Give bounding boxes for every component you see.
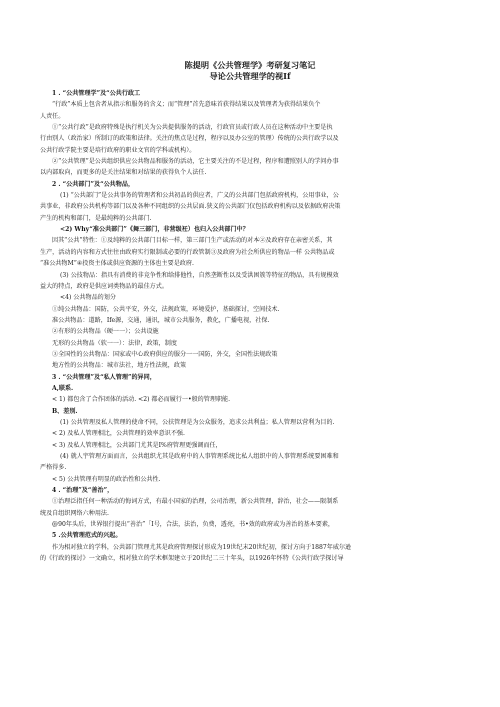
text-line: 以内部取向，而更多的是关注结果和对结果的获得负个人法任. bbox=[40, 169, 207, 177]
text-line: 公共行政学院主要是培行政府的职业文官的学科或机构）。 bbox=[40, 146, 196, 154]
text-line: (1) 公共管理及私人管理的使命不同，公扶管理是为公众服务，追求公共利益；私人管理以营利为目的. bbox=[60, 418, 335, 426]
document-title: 陈提明《公共管理学》考研复习笔记 bbox=[184, 60, 316, 70]
text-line: ②有形的公共物品（硬一一）；公共设施 bbox=[52, 328, 159, 336]
text-line: 无形的公共物品（软一一）：法律，政策，制度 bbox=[52, 339, 177, 347]
text-line: 2 . “公共部门”及“公共物品， bbox=[52, 180, 135, 188]
text-line: ③全国性的公共物品：国家或中心政府供应的服分一一国防，外交，全国性法规政策 bbox=[52, 350, 278, 358]
document-page bbox=[40, 60, 460, 564]
text-line: “行政”本质上包含者从指示和服务的含义；而“管理”首先意味首获得结果以及管理者为获得结果负个 bbox=[52, 101, 321, 109]
text-line: 产生的机构和部门，是最纯粹的公共部门. bbox=[40, 214, 152, 222]
text-line: ①纯公共物品：国防，公共平安，外交，法规政策，环境爱护，基础探讨，空间技术. bbox=[52, 305, 280, 313]
text-line: (1) “公共部门”是公共事务的管理者和公共初品的供应者，广义的公共部门包括政府机构，公用事业，公 bbox=[60, 192, 339, 200]
text-line: 3 . “公共管理”及“私人管理”的异同， bbox=[52, 373, 156, 381]
text-line: A,联系. bbox=[52, 384, 74, 392]
text-line: @90年头后，世界银行提出“善治”「I号，合法，法治，负费，透亮，书•效的政府或为善治的基本要素， bbox=[52, 521, 335, 529]
text-line: 作为相对独立的学科，公共部门管理尤其是政府管理探讨形成为19世纪末20世纪初，探讨方向于1887年威尔逊 bbox=[52, 543, 352, 551]
document-subtitle: 导论公共管理学的视If bbox=[209, 71, 291, 81]
text-line: < 1) 都包含了合作团体的活动. <2) 都必而履行一•般的管理职能. bbox=[52, 396, 231, 404]
document-body bbox=[40, 88, 460, 564]
text-line: ②“公共管理”是公共组织供应公共物品和服务的活动，它主要关注的不是过程，程序和遭照别人的学问办事 bbox=[52, 158, 339, 166]
text-line: 益大的特点，政府是供应词类物品的最佳方式。 bbox=[40, 282, 168, 290]
text-line: < 5) 公共管理有明显的政治性和公共性. bbox=[52, 475, 161, 483]
text-line: ①治理泛指任何一种活动的悔词方式，有最小国家的治理，公司治理，新公共管理，辞治，社会——限制系 bbox=[52, 498, 339, 506]
text-line: 4 . “治理”及“善治”， bbox=[52, 487, 114, 495]
text-line: 的《行政的探讨》一文确立，相对独立的学术框架建立于20世纪二三十年头，以1926年怀特《公共行政学探讨导 bbox=[40, 555, 344, 563]
text-line: 统及自组织网络六种用法. bbox=[40, 509, 109, 517]
text-line: ①“公共行政”是政府特殊是执行机关为公共提供服务的活动，行政官员或行政人员在这种活动中主要是执 bbox=[52, 124, 333, 132]
text-line: 准公共物品：道路，Ife源，交通，通讯，城市公共服务，教化，广播电视，社保. bbox=[52, 316, 270, 324]
text-line: <2) Why“准公共部门”《舞三部门，非营级衽）也归入公共部门中？ bbox=[60, 226, 249, 234]
text-line: 因其“公共”特性：①及纯粹的公共部门目标一样，第三部门生产或活动的对本②及政府存在亲密关系，其 bbox=[52, 237, 333, 245]
text-line: 5 .公共管理范式的兴起。 bbox=[52, 532, 122, 540]
text-line: < 2) 及私人管理相比，公共管理的效率意识不强. bbox=[52, 430, 185, 438]
text-line: 行由别人（政治家）所制订的政策和法律。关注的焦点是过程，程序以及办公室的管理）传统的公共行政学以及 bbox=[40, 135, 339, 143]
text-line: “准公共物M”④投资主体或供应资源的主体也主要是政府. bbox=[40, 260, 194, 268]
text-line: 严格得多. bbox=[40, 464, 67, 472]
text-line: B、差别. bbox=[52, 407, 78, 415]
text-line: 人责任。 bbox=[40, 112, 65, 120]
text-line: 生产，活动的内容和方式往往由政府实行限制或必要的行政管制③及政府为社会所供应的物品一样 公共物品或 bbox=[40, 248, 335, 256]
text-line: < 3) 及私人管理相比，公共部门尤其是I%府管理更强调而任， bbox=[52, 441, 222, 449]
text-line: 1 . “公共管理学”及“公共行政工 bbox=[52, 90, 141, 97]
text-line: (4) 就人宇管理方面而言，公共组织尤其是政府中的人事管理系统比私人组织中的人事管理系统要困难和 bbox=[60, 453, 339, 460]
text-line: 共事业，非政府公共机构等部门以及各种不同组织的公共层面.狭义的公共部门仅包括政府机构以及依据政府决策 bbox=[40, 203, 341, 211]
text-line: <4) 公共物品的划分 bbox=[60, 294, 116, 302]
text-line: 地方性的公共物品：城市法社，地方性法规，政策 bbox=[52, 362, 187, 370]
text-line: (3) 公技物品：指具有消费的非竞争性和给排他性，自然垄断性以及受洪困簇等特征的物品，具有规模效 bbox=[60, 271, 339, 279]
